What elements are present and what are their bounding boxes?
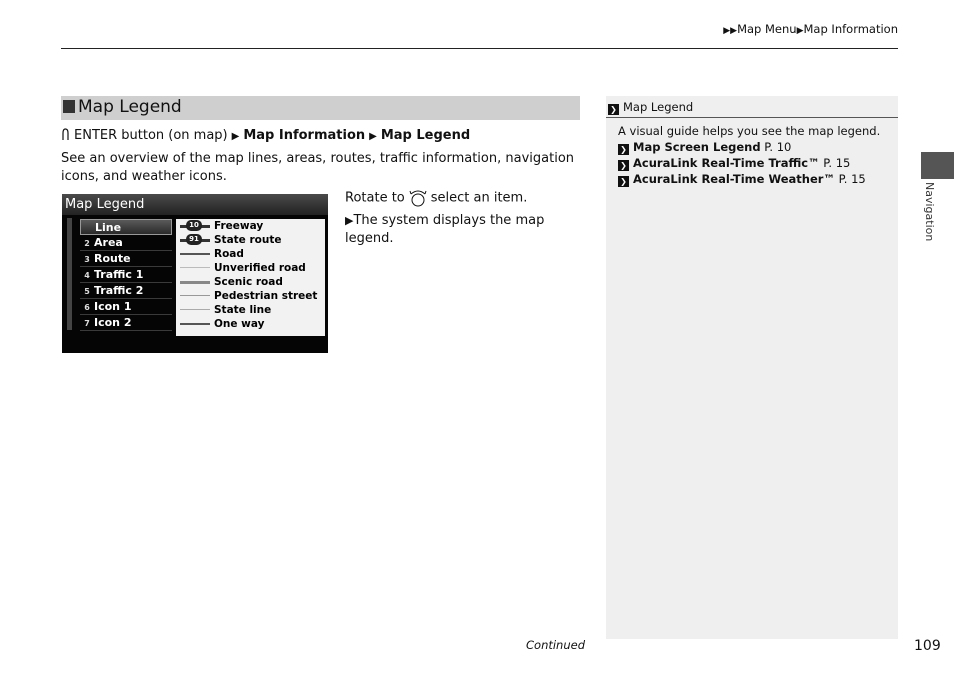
legend-row-unverified-road: Unverified road xyxy=(176,261,325,275)
side-note-header: ❯ Map Legend xyxy=(606,96,898,118)
legend-row-state-route: 91 State route xyxy=(176,233,325,247)
chapter-tab xyxy=(921,152,954,179)
continued-label: Continued xyxy=(526,638,586,652)
result-arrow-icon: ▶ xyxy=(345,214,354,227)
section-heading-bar xyxy=(61,96,580,120)
scenic-road-line-sample xyxy=(180,281,210,284)
legend-row-state-line: State line xyxy=(176,303,325,317)
step-prefix: ENTER button (on map) xyxy=(74,128,228,143)
breadcrumb-arrow-icon: ▶▶ xyxy=(723,26,738,36)
unverified-road-line-sample xyxy=(180,267,210,268)
legend-row-road: Road xyxy=(176,247,325,261)
road-line-sample xyxy=(180,253,210,255)
cross-reference-icon: ❯ xyxy=(618,160,629,171)
result-note xyxy=(345,212,555,248)
breadcrumb-item-map-menu: Map Menu xyxy=(737,22,797,36)
xref-acuralink-weather[interactable]: ❯ AcuraLink Real-Time Weather™ P. 15 xyxy=(618,171,888,187)
section-title: Map Legend xyxy=(78,97,182,117)
legend-row-one-way: One way xyxy=(176,317,325,331)
step-target-map-legend: Map Legend xyxy=(380,128,471,143)
pedestrian-street-line-sample xyxy=(180,295,210,296)
chapter-tab-label: Navigation xyxy=(923,182,936,242)
screen-menu-item-line: Line xyxy=(80,219,172,235)
section-square-icon xyxy=(63,100,75,113)
screen-menu xyxy=(80,219,172,331)
one-way-line-sample xyxy=(180,323,210,325)
rotate-text-after: select an item. xyxy=(430,190,528,206)
enter-button-icon xyxy=(61,128,70,141)
step-arrow-icon: ▶ xyxy=(369,131,377,142)
screen-title: Map Legend xyxy=(62,194,328,215)
cross-reference-icon: ❯ xyxy=(618,144,629,155)
side-note-description: A visual guide helps you see the map legend. xyxy=(618,124,881,138)
screen-legend-box xyxy=(176,219,325,336)
side-note-panel xyxy=(606,96,898,639)
freeway-shield-icon: 10 xyxy=(186,220,202,231)
breadcrumb xyxy=(723,22,898,36)
page-number: 109 xyxy=(914,638,941,654)
side-note-body xyxy=(618,123,888,187)
screen-menu-item-route: 3 Route xyxy=(80,251,172,267)
map-legend-screenshot xyxy=(62,194,328,353)
legend-row-freeway: 10 Freeway xyxy=(176,219,325,233)
breadcrumb-item-map-information: Map Information xyxy=(803,22,898,36)
rotate-instruction xyxy=(345,189,527,208)
legend-row-pedestrian-street: Pedestrian street xyxy=(176,289,325,303)
screen-scrollbar xyxy=(67,218,72,330)
cross-reference-icon: ❯ xyxy=(618,176,629,187)
xref-map-screen-legend[interactable]: ❯ Map Screen Legend P. 10 xyxy=(618,139,888,155)
state-route-shield-icon: 91 xyxy=(186,234,202,245)
step-instruction xyxy=(61,126,470,145)
state-line-sample xyxy=(180,309,210,310)
intro-paragraph: See an overview of the map lines, areas, routes, traffic information, navigation icons, and weather icons. xyxy=(61,151,575,184)
step-target-map-information: Map Information xyxy=(243,128,366,143)
screen-menu-item-traffic-2: 5 Traffic 2 xyxy=(80,283,172,299)
xref-acuralink-traffic[interactable]: ❯ AcuraLink Real-Time Traffic™ P. 15 xyxy=(618,155,888,171)
header-divider xyxy=(61,48,898,49)
note-icon: ❯ xyxy=(608,104,619,115)
screen-menu-item-area: 2 Area xyxy=(80,235,172,251)
interface-dial-icon xyxy=(408,189,428,207)
rotate-text-before: Rotate to xyxy=(345,190,405,206)
step-arrow-icon: ▶ xyxy=(231,131,240,142)
breadcrumb-arrow-icon: ▶ xyxy=(796,26,804,36)
result-text: The system displays the map legend. xyxy=(345,213,545,246)
screen-menu-item-icon-1: 6 Icon 1 xyxy=(80,299,172,315)
screen-menu-item-traffic-1: 4 Traffic 1 xyxy=(80,267,172,283)
screen-menu-item-icon-2: 7 Icon 2 xyxy=(80,315,172,331)
legend-row-scenic-road: Scenic road xyxy=(176,275,325,289)
